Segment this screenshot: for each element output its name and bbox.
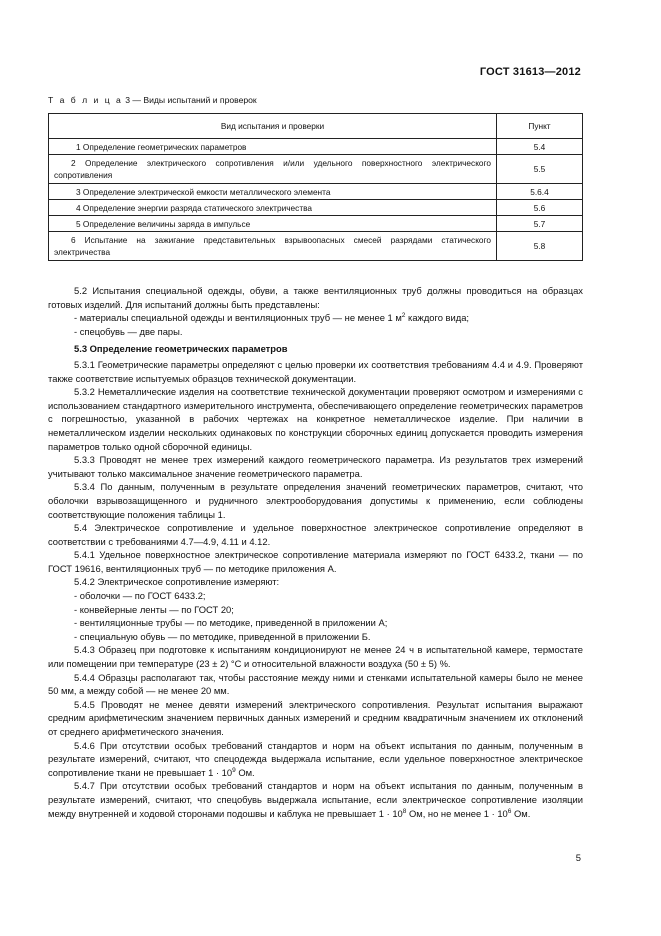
row-clause: 5.6.4 bbox=[497, 184, 583, 200]
row-clause: 5.8 bbox=[497, 232, 583, 261]
row-test: 5 Определение величины заряда в импульсе bbox=[76, 218, 251, 229]
list-item: - конвейерные ленты — по ГОСТ 20; bbox=[74, 603, 234, 615]
row-test: 3 Определение электрической емкости металлического элемента bbox=[76, 186, 331, 197]
table-row bbox=[49, 155, 583, 184]
table-caption-label: Т а б л и ц а bbox=[48, 95, 123, 105]
table-row bbox=[49, 216, 583, 232]
paragraph-5-3-2: 5.3.2 Неметаллические изделия на соответствие технической документации проверяют осмотром и измерениями с использованием стандартного измерительного инструмента, обеспечивающего определение геометрических параметров с погрешностью, указанной в рабочих чертежах на конкретное неметаллическое изделие. При наличии в неметаллическом изделии нескольких одинаковых по конструкции сборочных единиц допускается проводить измерения параметров только одной сборочной единицы. bbox=[48, 386, 583, 452]
paragraph-5-4-7: 5.4.7 При отсутствии особых требований стандартов и норм на объект испытания по данным, полученным в результате измерений, считают, что спецобувь выдержала испытание, если электрическое сопротивление изоляции между внутренней и ходовой сторонами подошвы и каблука не превышает $1 \cdot 10^8$ Ом, но не менее $1 \cdot 10^6$ Ом. bbox=[48, 780, 583, 819]
list-item: - вентиляционные трубы — по методике, приведенной в приложении А; bbox=[74, 617, 388, 629]
paragraph-5-4-2: 5.4.2 Электрическое сопротивление измеряют: bbox=[74, 576, 280, 588]
paragraph-5-4: 5.4 Электрическое сопротивление и удельное поверхностное электрическое сопротивление определяют в соответствии с требованиями 4.7—4.9, 4.11 и 4.12. bbox=[48, 522, 583, 547]
row-clause: 5.4 bbox=[497, 139, 583, 155]
paragraph-5-3-1: 5.3.1 Геометрические параметры определяют с целью проверки их соответствия требованиям 4.4 и 4.9. Проверяют также соответствие испытуемых образцов технической документации. bbox=[48, 358, 583, 384]
section-heading-5-3: 5.3 Определение геометрических параметров bbox=[74, 343, 288, 355]
list-item: - спецобувь — две пары. bbox=[74, 325, 183, 337]
paragraph-5-4-1: 5.4.1 Удельное поверхностное электрическое сопротивление материала измеряют по ГОСТ 6433.2, ткани — по ГОСТ 19616, вентиляционных труб — по методике приложения А. bbox=[48, 549, 583, 574]
col-header-test: Вид испытания и проверки bbox=[49, 114, 497, 139]
paragraph-5-4-5: 5.4.5 Проводят не менее девяти измерений электрического сопротивления. Результат испытания выражают средним арифметическим значением первичных данных измерений и средним квадратичным значением их отклонений от среднего арифметического значения. bbox=[48, 698, 583, 737]
row-test: 1 Определение геометрических параметров bbox=[76, 141, 247, 152]
table-row bbox=[49, 200, 583, 216]
document-body bbox=[48, 284, 583, 820]
row-clause: 5.5 bbox=[497, 155, 583, 184]
row-clause: 5.6 bbox=[497, 200, 583, 216]
table-row bbox=[49, 139, 583, 155]
table-row bbox=[49, 184, 583, 200]
paragraph-5-2: 5.2 Испытания специальной одежды, обуви, а также вентиляционных труб должны проводиться на образцах готовых изделий. Для испытаний должны быть представлены: bbox=[48, 285, 583, 310]
paragraph-5-4-6: 5.4.6 При отсутствии особых требований стандартов и норм на объект испытания по данным, полученным в результате измерений, считают, что спецодежда выдержала испытание, если удельное поверхностное электрическое сопротивление ткани не превышает $1 \cdot 10^9$ Ом. bbox=[48, 739, 583, 778]
table-row bbox=[49, 232, 583, 261]
paragraph-5-3-3: 5.3.3 Проводят не менее трех измерений каждого геометрического параметра. Из результатов трех измерений учитывают только максимальное значение геометрического параметра. bbox=[48, 454, 583, 479]
list-item: - специальную обувь — по методике, приведенной в приложении Б. bbox=[74, 630, 371, 642]
list-item: - материалы специальной одежды и вентиляционных труб — не менее 1 $м^2$ каждого вида; bbox=[74, 312, 470, 324]
table-header-row bbox=[49, 114, 583, 139]
table-caption bbox=[48, 95, 257, 105]
col-header-clause: Пункт bbox=[497, 114, 583, 139]
row-test: 6 Испытание на зажигание представительных взрывоопасных смесей разрядами статического электричества bbox=[49, 232, 497, 261]
table-caption-title: 3 — Виды испытаний и проверок bbox=[125, 95, 257, 105]
list-item: - оболочки — по ГОСТ 6433.2; bbox=[74, 590, 206, 602]
row-test: 4 Определение энергии разряда статического электричества bbox=[76, 202, 313, 213]
tests-table bbox=[48, 113, 583, 261]
row-clause: 5.7 bbox=[497, 216, 583, 232]
row-test: 2 Определение электрического сопротивления и/или удельного поверхностного электрического сопротивления bbox=[49, 155, 497, 184]
paragraph-5-4-4: 5.4.4 Образцы располагают так, чтобы расстояние между ними и стенками испытательной камеры было не менее 50 мм, а между собой — не менее 20 мм. bbox=[48, 671, 583, 697]
page-number: 5 bbox=[575, 852, 581, 863]
paragraph-5-3-4: 5.3.4 По данным, полученным в результате определения значений геометрических параметров, считают, что оболочки взрывозащищенного и рудничного электрооборудования допустимы к применению, если соблюдены соответствующие положения таблицы 1. bbox=[48, 481, 583, 520]
document-id: ГОСТ 31613—2012 bbox=[479, 66, 581, 78]
paragraph-5-4-3: 5.4.3 Образец при подготовке к испытаниям кондиционируют не менее 24 ч в испытательной камере, термостате или помещении при температуре (23 ± 2) °С и относительной влажности воздуха (50 ± 5) %. bbox=[48, 644, 583, 670]
